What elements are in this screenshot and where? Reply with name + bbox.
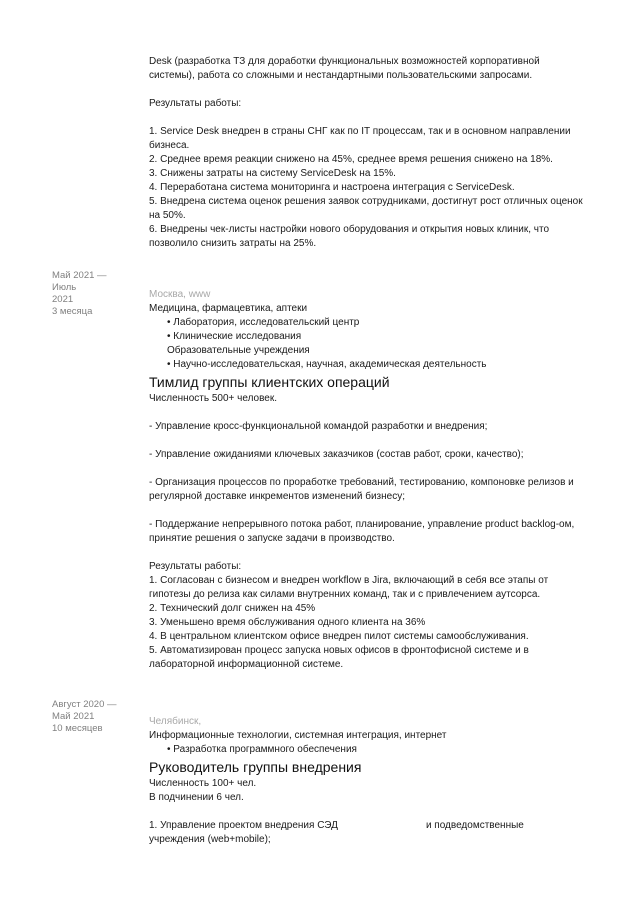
job2-duty: регулярной доставке инкрементов изменений бизнесу; [149,491,405,502]
job2-dates [52,270,132,318]
job3 [149,715,589,847]
job2-results-label: Результаты работы: [149,561,242,572]
job1-results-label: Результаты работы: [149,98,242,109]
job2-result-line: 4. В центральном клиентском офисе внедрен пилот системы самообслуживания. [149,631,529,642]
job3-duty [149,819,589,833]
job3-dates [52,699,132,735]
job3-position-title: Руководитель группы внедрения [149,759,362,775]
job1-result-line: 6. Внедрены чек-листы настройки нового оборудования и открытия новых клиник, что [149,224,550,235]
job1-result-line: 1. Service Desk внедрен в страны СНГ как по IT процессам, так и в основном направлении [149,126,571,137]
job2-result-line: 1. Согласован с бизнесом и внедрен workflow в Jira, включающий в себя все этапы от [149,575,549,586]
job2-duty: принятие решения о запуске задачи в производство. [149,533,395,544]
job1-desc-line: Desk (разработка ТЗ для доработки функциональных возможностей корпоративной [149,56,540,67]
job2-duty: - Управление ожиданиями ключевых заказчиков (состав работ, сроки, качество); [149,449,524,460]
job3-duty-start: 1. Управление проектом внедрения СЭД [149,820,338,831]
job1-result-line: 4. Переработана система мониторинга и настроена интеграция с ServiceDesk. [149,182,515,193]
job3-duration: 10 месяцев [52,723,103,734]
job1-result-line: на 50%. [149,210,186,221]
job1-desc-line: системы), работа со сложными и нестандартными пользовательскими запросами. [149,70,533,81]
job2-duty: - Управление кросс-функциональной командой разработки и внедрения; [149,421,488,432]
job3-duty-continuation: учреждения (web+mobile); [149,834,271,845]
job3-duty-end: и подведомственные [425,820,524,831]
job2-duration: 3 месяца [52,306,93,317]
job1-result-line: 2. Среднее время реакции снижено на 45%, среднее время решения снижено на 18%. [149,154,553,165]
job2-date-line: 2021 [52,294,74,305]
job3-industry: Информационные технологии, системная интеграция, интернет [149,730,447,741]
job1-result-line: позволило снизить затраты на 25%. [149,238,317,249]
job3-location: Челябинск, [149,716,202,727]
job2-headcount: Численность 500+ человек. [149,393,277,404]
job2-sub-industry: • Клинические исследования [167,331,302,342]
job3-subordinates: В подчинении 6 чел. [149,792,244,803]
job2-industry: Медицина, фармацевтика, аптеки [149,303,308,314]
job2-sub-industry: • Лаборатория, исследовательский центр [167,317,360,328]
job3-headcount: Численность 100+ чел. [149,778,257,789]
job2-result-line: лабораторной информационной системе. [149,659,344,670]
job2-sub-industry: Образовательные учреждения [167,345,310,356]
job2-result-line: 3. Уменьшено время обслуживания одного клиента на 36% [149,617,426,628]
job2-result-line: гипотезы до релиза как силами внутренних команд, так и с привлечением аутсорса. [149,589,541,600]
job3-sub-industry: • Разработка программного обеспечения [167,744,357,755]
job1-result-line: 5. Внедрена система оценок решения заявок сотрудниками, достигнут рост отличных оценок [149,196,583,207]
job2 [149,288,589,672]
job2-sub-industry: • Научно-исследовательская, научная, академическая деятельность [167,359,487,370]
job2-duty: - Организация процессов по проработке требований, тестированию, компоновке релизов и [149,477,574,488]
job3-date-line: Май 2021 [52,711,95,722]
job2-date-line: Май 2021 — Июль [52,270,107,293]
job1-result-line: 3. Снижены затраты на систему ServiceDesk на 15%. [149,168,396,179]
job2-duty: - Поддержание непрерывного потока работ, планирование, управление product backlog-ом, [149,519,575,530]
job2-location: Москва, www [149,289,211,300]
job2-position-title: Тимлид группы клиентских операций [149,374,390,390]
job1-continuation [149,55,589,251]
job1-result-line: бизнеса. [149,140,190,151]
job2-result-line: 5. Автоматизирован процесс запуска новых офисов в фронтофисной системе и в [149,645,529,656]
job3-date-line: Август 2020 — [52,699,117,710]
job2-result-line: 2. Технический долг снижен на 45% [149,603,316,614]
